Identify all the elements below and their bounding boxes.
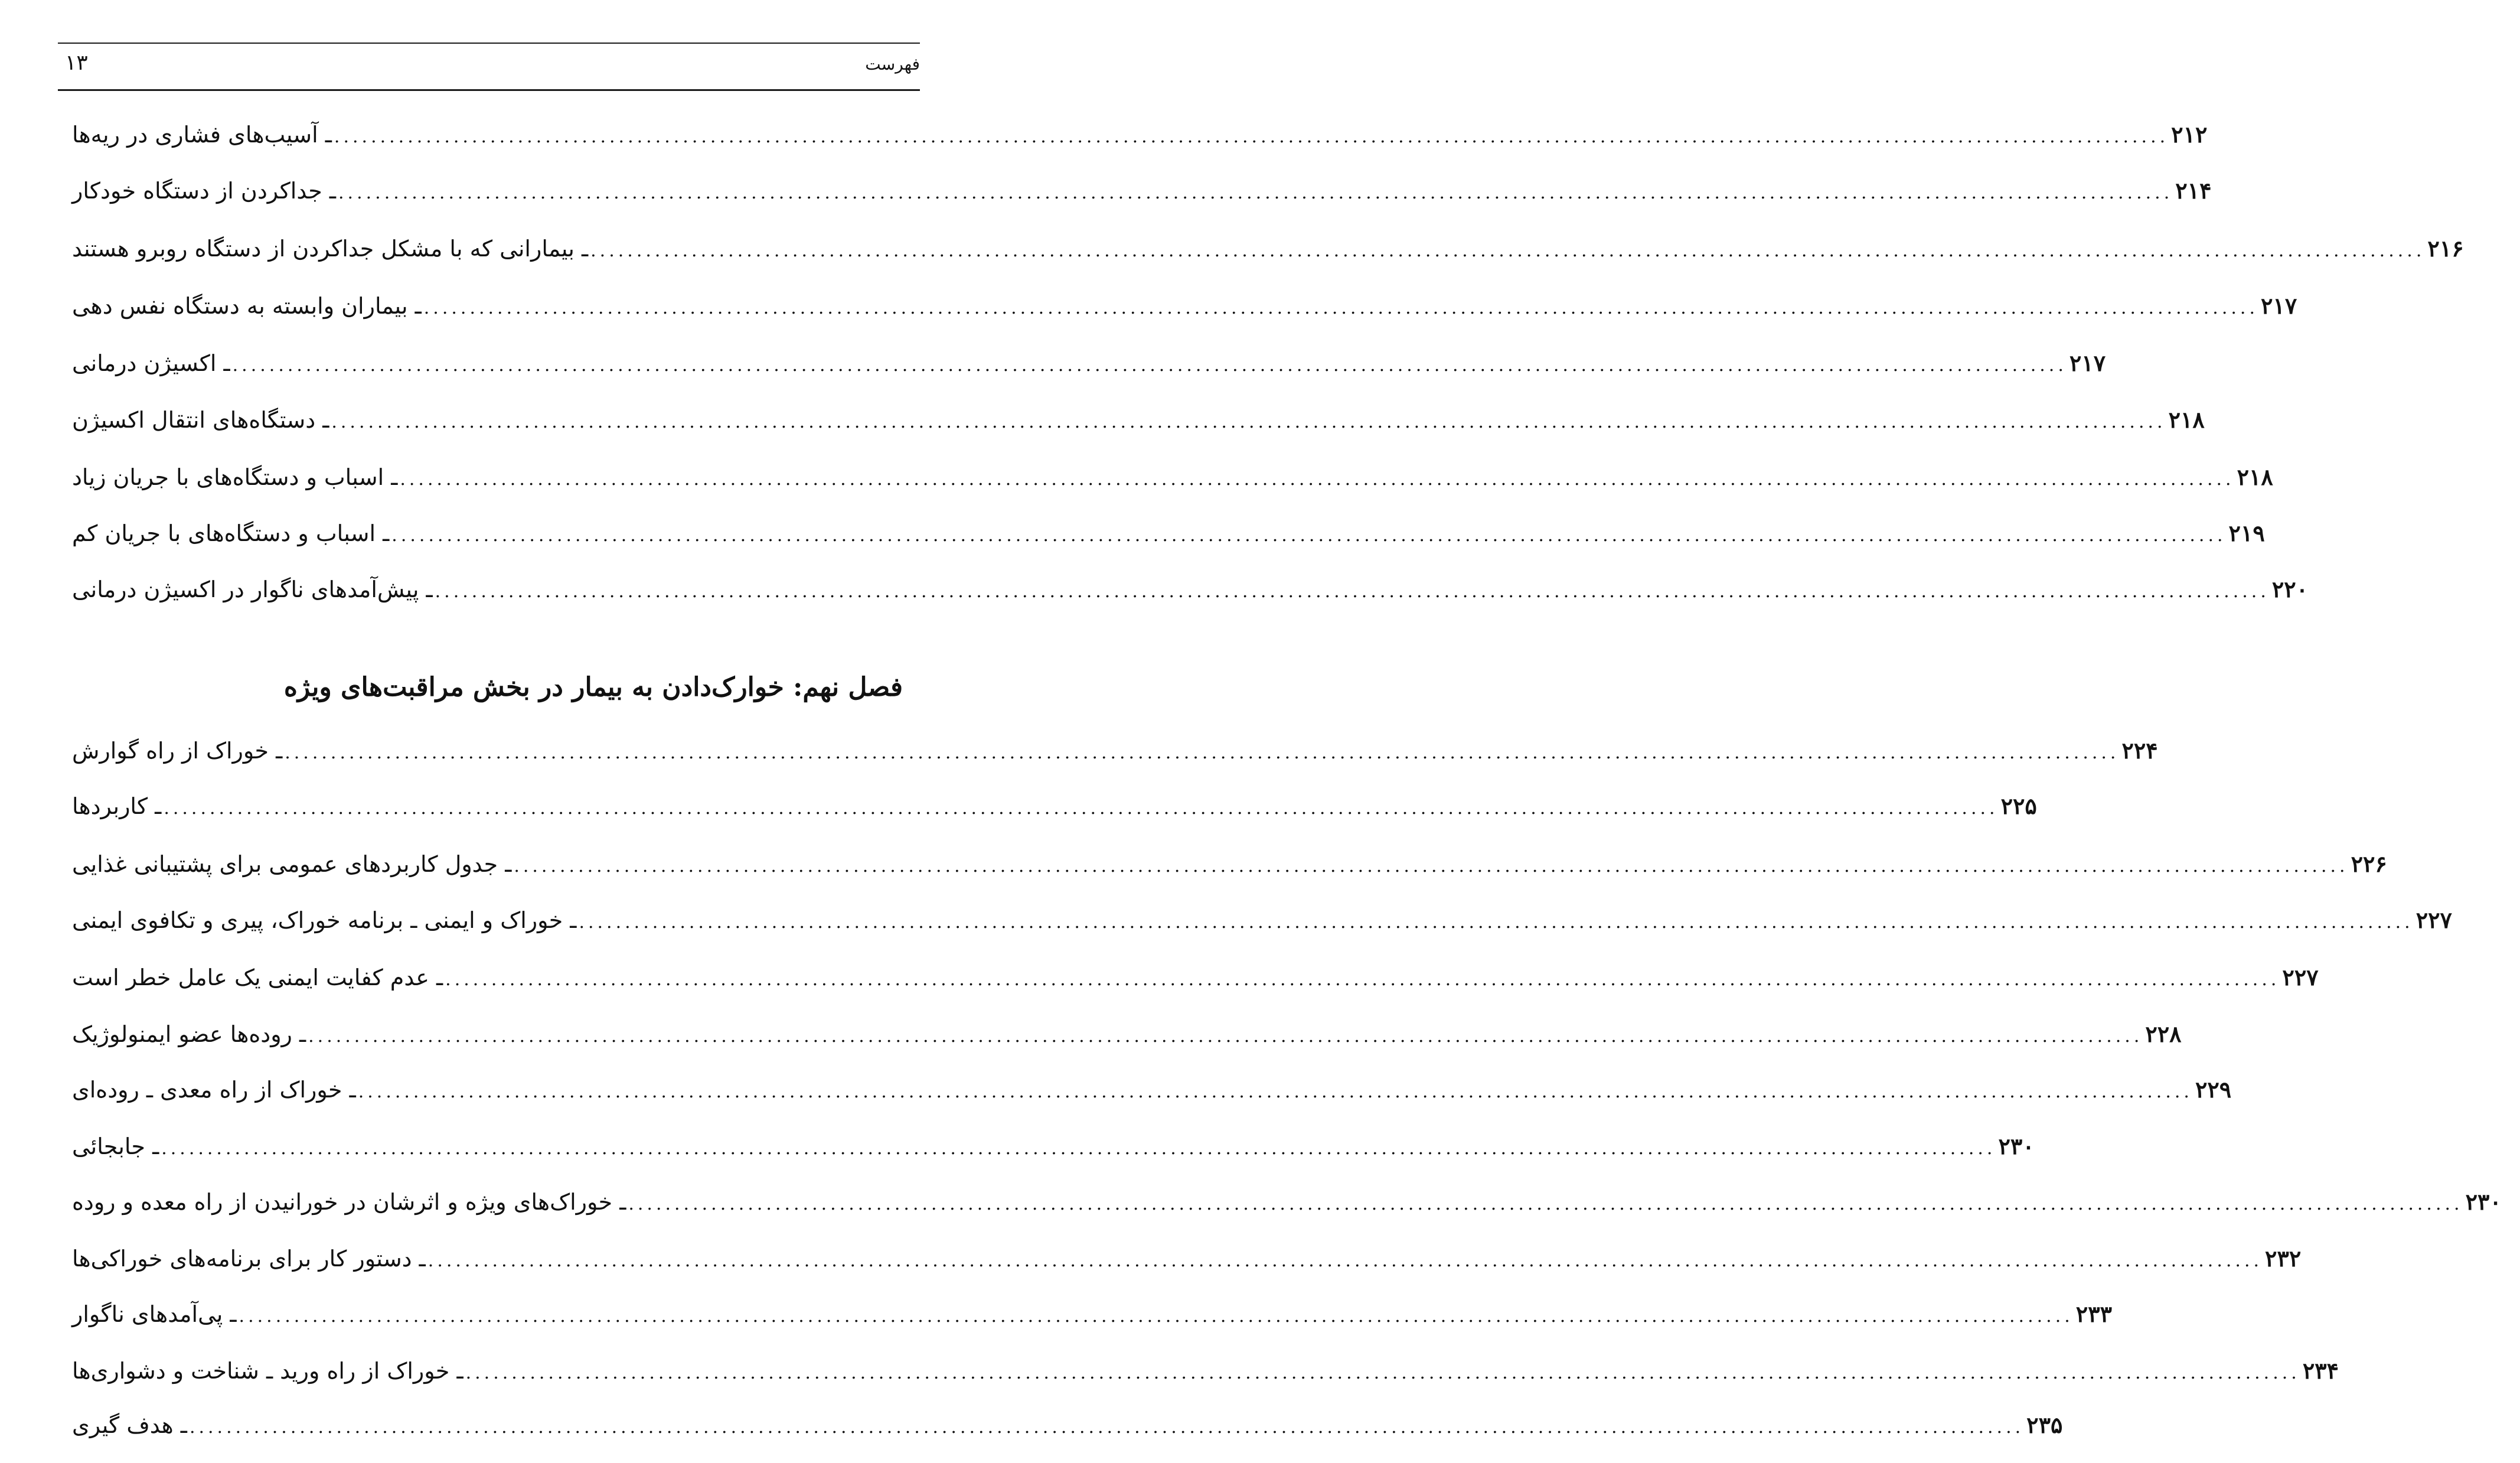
header-page-number: ۱۳ <box>65 51 88 75</box>
toc-entry[interactable] <box>70 737 2158 778</box>
toc-entry[interactable] <box>70 1133 2035 1174</box>
toc-entry-page: ۲۳۰ <box>2465 1188 2502 1215</box>
toc-entry[interactable] <box>70 235 2464 276</box>
toc-entry-page: ۲۱۶ <box>2427 235 2464 262</box>
toc-entry-title: ـ خوراک از راه معدی ـ روده‌ای <box>72 1077 356 1103</box>
toc-entry[interactable] <box>70 292 2297 334</box>
dot-leader: ........................................................................................................................................................................................................ <box>338 183 2173 203</box>
dot-leader: ........................................................................................................................................................................................................ <box>164 798 1999 819</box>
toc-entry-page: ۲۲۴ <box>2121 737 2158 764</box>
dot-leader: ........................................................................................................................................................................................................ <box>391 525 2227 546</box>
toc-entry-title: ـ خوراک از راه ورید ـ شناخت و دشواری‌ها <box>72 1358 463 1384</box>
dot-leader: ........................................................................................................................................................................................................ <box>232 355 2067 376</box>
dot-leader: ........................................................................................................................................................................................................ <box>628 1194 2463 1214</box>
toc-entry-title: ـ هدف گیری <box>72 1412 187 1438</box>
dot-leader: ........................................................................................................................................................................................................ <box>423 298 2258 318</box>
toc-entry-page: ۲۱۲ <box>2171 121 2208 148</box>
toc-entry-page: ۲۱۹ <box>2228 520 2265 546</box>
toc-entry[interactable] <box>70 851 2387 892</box>
toc-entry-title: ـ آسیب‌های فشاری در ریه‌ها <box>72 122 332 148</box>
toc-entry[interactable] <box>70 1076 2232 1117</box>
toc-entry-page: ۲۳۳ <box>2075 1301 2113 1327</box>
toc-entry-page: ۲۲۸ <box>2145 1021 2182 1047</box>
toc-entry-page: ۲۲۷ <box>2415 907 2452 933</box>
dot-leader: ........................................................................................................................................................................................................ <box>435 581 2270 602</box>
dot-leader: ........................................................................................................................................................................................................ <box>308 1026 2143 1047</box>
toc-entry-page: ۲۱۴ <box>2175 177 2212 204</box>
toc-entry-page: ۲۳۰ <box>1998 1133 2035 1159</box>
toc-entry[interactable] <box>70 1188 2502 1230</box>
toc-entry-title: ـ خوراک‌های ویژه و اثرشان در خورانیدن از راه معده و روده <box>72 1189 626 1215</box>
toc-entry[interactable] <box>70 1357 2339 1399</box>
toc-entry-title: ـ بیماران وابسته به دستگاه نفس دهی <box>72 293 422 319</box>
toc-entry-title: ـ دستور کار برای برنامه‌های خوراکی‌ها <box>72 1246 426 1272</box>
dot-leader: ........................................................................................................................................................................................................ <box>331 412 2166 432</box>
toc-entry-page: ۲۲۹ <box>2195 1076 2232 1103</box>
toc-entry[interactable] <box>70 177 2212 219</box>
toc-entry[interactable] <box>70 464 2273 505</box>
toc-entry-page: ۲۲۶ <box>2351 851 2387 877</box>
toc-entry-page: ۲۱۸ <box>2237 464 2273 490</box>
dot-leader: ........................................................................................................................................................................................................ <box>427 1250 2263 1271</box>
dot-leader: ........................................................................................................................................................................................................ <box>358 1081 2193 1102</box>
toc-entry-title: ـ خوراک و ایمنی ـ برنامه خوراک، پیری و تکافوی ایمنی <box>72 907 577 933</box>
toc-entry[interactable] <box>70 907 2452 948</box>
toc-entry-title: ـ اسباب و دستگاه‌های با جریان کم <box>72 520 390 546</box>
toc-entry-page: ۲۱۷ <box>2069 350 2106 376</box>
toc-entry-page: ۲۳۵ <box>2026 1412 2063 1438</box>
toc-entry-title: ـ کاربردها <box>72 793 162 819</box>
toc-entry[interactable] <box>70 520 2265 561</box>
toc-entry-title: ـ اکسیژن درمانی <box>72 350 230 376</box>
toc-entry-title: ـ خوراک از راه گوارش <box>72 738 283 764</box>
toc-entry-title: ـ پی‌آمدهای ناگوار <box>72 1301 237 1327</box>
toc-entry-title: ـ بیمارانی که با مشکل جداکردن از دستگاه روبرو هستند <box>72 236 589 262</box>
dot-leader: ........................................................................................................................................................................................................ <box>445 969 2280 990</box>
chapter-heading: فصل نهم: خوارک‌دادن به بیمار در بخش مراقبت‌های ویژه <box>283 672 903 702</box>
toc-entry-title: ـ جدول کاربردهای عمومی برای پشتیبانی غذایی <box>72 851 512 877</box>
dot-leader: ........................................................................................................................................................................................................ <box>334 126 2169 147</box>
dot-leader: ........................................................................................................................................................................................................ <box>465 1363 2300 1383</box>
toc-entry-title: ـ دستگاه‌های انتقال اکسیژن <box>72 407 329 433</box>
toc-entry[interactable] <box>70 121 2208 162</box>
header-title: فهرست <box>865 54 920 74</box>
toc-entry-page: ۲۲۷ <box>2282 964 2319 990</box>
toc-entry-title: ـ پیش‌آمدهای ناگوار در اکسیژن درمانی <box>72 576 433 602</box>
toc-entry[interactable] <box>70 1412 2063 1453</box>
toc-entry[interactable] <box>70 1245 2302 1286</box>
running-header <box>58 43 920 91</box>
dot-leader: ........................................................................................................................................................................................................ <box>579 912 2414 933</box>
toc-entry-title: ـ عدم کفایت ایمنی یک عامل خطر است <box>72 965 443 990</box>
toc-entry-page: ۲۲۰ <box>2271 576 2309 602</box>
toc-entry-page: ۲۲۵ <box>2000 793 2037 819</box>
dot-leader: ........................................................................................................................................................................................................ <box>400 469 2235 490</box>
toc-entry-page: ۲۱۷ <box>2261 292 2297 319</box>
toc-entry[interactable] <box>70 1301 2113 1342</box>
dot-leader: ........................................................................................................................................................................................................ <box>514 856 2349 877</box>
toc-entry[interactable] <box>70 1021 2182 1062</box>
dot-leader: ........................................................................................................................................................................................................ <box>285 742 2120 763</box>
toc-entry[interactable] <box>70 793 2037 834</box>
toc-entry[interactable] <box>70 576 2309 617</box>
dot-leader: ........................................................................................................................................................................................................ <box>161 1138 1996 1159</box>
toc-entry-title: ـ روده‌ها عضو ایمنولوژیک <box>72 1021 306 1047</box>
toc-entry-page: ۲۱۸ <box>2168 406 2205 433</box>
toc-entry[interactable] <box>70 406 2205 448</box>
toc-entry-page: ۲۳۲ <box>2265 1245 2302 1272</box>
toc-entry-page: ۲۳۴ <box>2302 1357 2339 1384</box>
dot-leader: ........................................................................................................................................................................................................ <box>590 240 2426 261</box>
toc-entry[interactable] <box>70 964 2319 1005</box>
toc-entry[interactable] <box>70 350 2106 391</box>
toc-entry-title: ـ اسباب و دستگاه‌های با جریان زیاد <box>72 464 398 490</box>
dot-leader: ........................................................................................................................................................................................................ <box>189 1417 2025 1438</box>
toc-entry-title: ـ جداکردن از دستگاه خودکار <box>72 178 337 204</box>
dot-leader: ........................................................................................................................................................................................................ <box>239 1306 2074 1327</box>
toc-entry-title: ـ جابجائی <box>72 1133 159 1159</box>
